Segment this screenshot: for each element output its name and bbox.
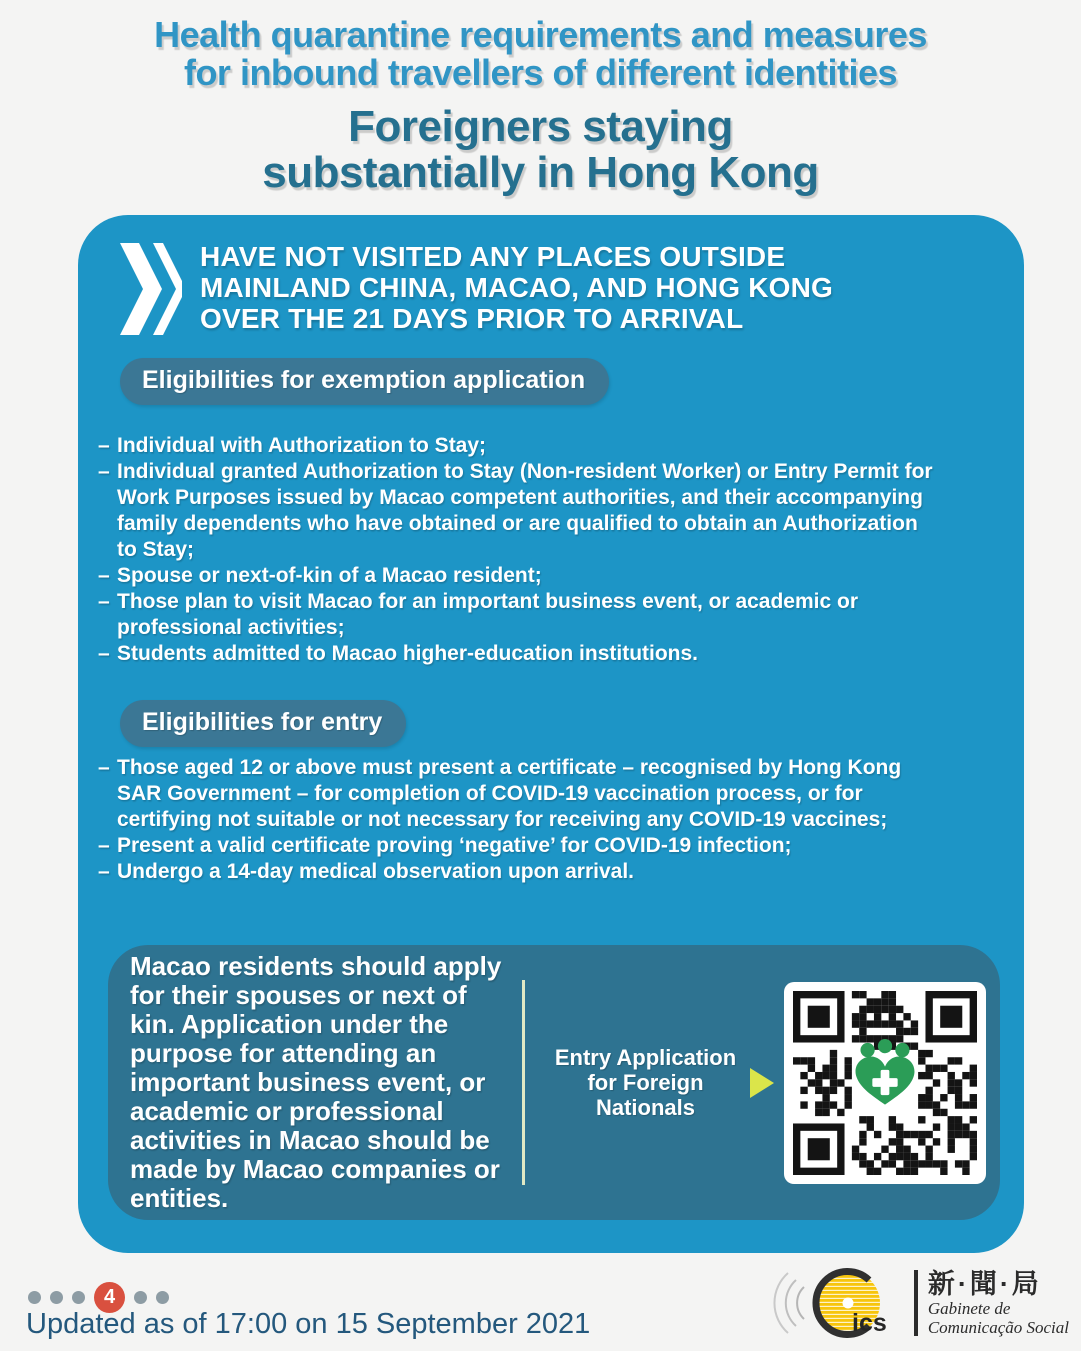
gcs-name-chinese: 新·聞·局 <box>927 1269 1042 1299</box>
dash-bullet: – <box>98 860 110 883</box>
page-title-line1: Health quarantine requirements and measures <box>154 14 927 55</box>
pager-dot <box>134 1291 147 1304</box>
list-item <box>98 433 958 459</box>
main-card <box>78 215 1024 1253</box>
entry-list <box>98 755 958 885</box>
pager-dot <box>50 1291 63 1304</box>
updated-timestamp: Updated as of 17:00 on 15 September 2021 <box>26 1308 591 1340</box>
gcs-name-portuguese-line2: Comunicação Social <box>927 1318 1069 1337</box>
page-subtitle-line1: Foreigners staying <box>348 102 733 151</box>
qr-code <box>784 982 986 1184</box>
exemption-list <box>98 433 958 667</box>
pager-dot <box>156 1291 169 1304</box>
list-item <box>98 459 958 563</box>
list-item <box>98 859 958 885</box>
pager-dot <box>28 1291 41 1304</box>
card-heading-line3: OVER THE 21 DAYS PRIOR TO ARRIVAL <box>200 303 744 334</box>
dash-bullet: – <box>98 642 110 665</box>
card-heading-row <box>120 241 833 335</box>
logo-divider-bar <box>914 1270 918 1336</box>
vertical-divider <box>522 980 525 1185</box>
card-heading-line2: MAINLAND CHINA, MACAO, AND HONG KONG <box>200 272 834 303</box>
gcs-emblem-icon <box>766 1263 908 1343</box>
dash-bullet: – <box>98 756 110 779</box>
gcs-logo-text <box>928 1269 1069 1337</box>
dash-bullet: – <box>98 434 110 457</box>
card-heading <box>200 241 833 334</box>
dash-bullet: – <box>98 460 110 483</box>
list-item <box>98 589 958 641</box>
pager-dot <box>72 1291 85 1304</box>
page-subtitle-line2: substantially in Hong Kong <box>262 148 819 197</box>
list-item-text: Those plan to visit Macao for an important business event, or academic or professional activities; <box>117 590 859 639</box>
dash-bullet: – <box>98 834 110 857</box>
note-text: Macao residents should apply for their spouses or next of kin. Application under the purpose for attending an important business event, or academic or professional activities in Macao should be made by Macao companies or entities. <box>130 951 502 1213</box>
page-title-line2: for inbound travellers of different identities <box>183 52 898 93</box>
dash-bullet: – <box>98 590 110 613</box>
pager-current-page: 4 <box>94 1282 125 1313</box>
page-header <box>0 16 1081 196</box>
list-item-text: Individual granted Authorization to Stay (Non-resident Worker) or Entry Permit for Work Purposes issued by Macao competent authorities, and their accompanying family dependents who have obtained or are qualified to obtain an Authorization to Stay; <box>117 460 933 561</box>
list-item <box>98 833 958 859</box>
badge-exemption-eligibilities: Eligibilities for exemption application <box>120 358 609 405</box>
list-item <box>98 641 958 667</box>
list-item-text: Spouse or next-of-kin of a Macao resident; <box>117 564 542 587</box>
qr-pattern <box>793 991 977 1175</box>
card-heading-line1: HAVE NOT VISITED ANY PLACES OUTSIDE <box>200 241 786 272</box>
list-item-text: Present a valid certificate proving ‘negative’ for COVID-19 infection; <box>117 834 792 857</box>
double-chevron-icon <box>120 243 182 335</box>
note-card <box>108 945 1000 1220</box>
dash-bullet: – <box>98 564 110 587</box>
gcs-name-portuguese-line1: Gabinete de <box>927 1299 1011 1318</box>
badge-entry-eligibilities: Eligibilities for entry <box>120 700 406 747</box>
list-item-text: Those aged 12 or above must present a certificate – recognised by Hong Kong SAR Government – for completion of COVID-19 vaccination process, or for certifying not suitable or not necessary for receiving any COVID-19 vaccines; <box>117 756 902 831</box>
gcs-emblem-letters: ics <box>851 1309 887 1337</box>
arrow-right-icon <box>750 1068 774 1098</box>
page-subtitle <box>0 104 1081 196</box>
list-item-text: Individual with Authorization to Stay; <box>117 434 487 457</box>
qr-label: Entry Application for Foreign Nationals <box>554 1045 737 1120</box>
list-item <box>98 755 958 833</box>
list-item <box>98 563 958 589</box>
gcs-logo <box>766 1263 1069 1343</box>
list-item-text: Students admitted to Macao higher-education institutions. <box>117 642 699 665</box>
page-title <box>0 16 1081 92</box>
list-item-text: Undergo a 14-day medical observation upon arrival. <box>117 860 634 883</box>
